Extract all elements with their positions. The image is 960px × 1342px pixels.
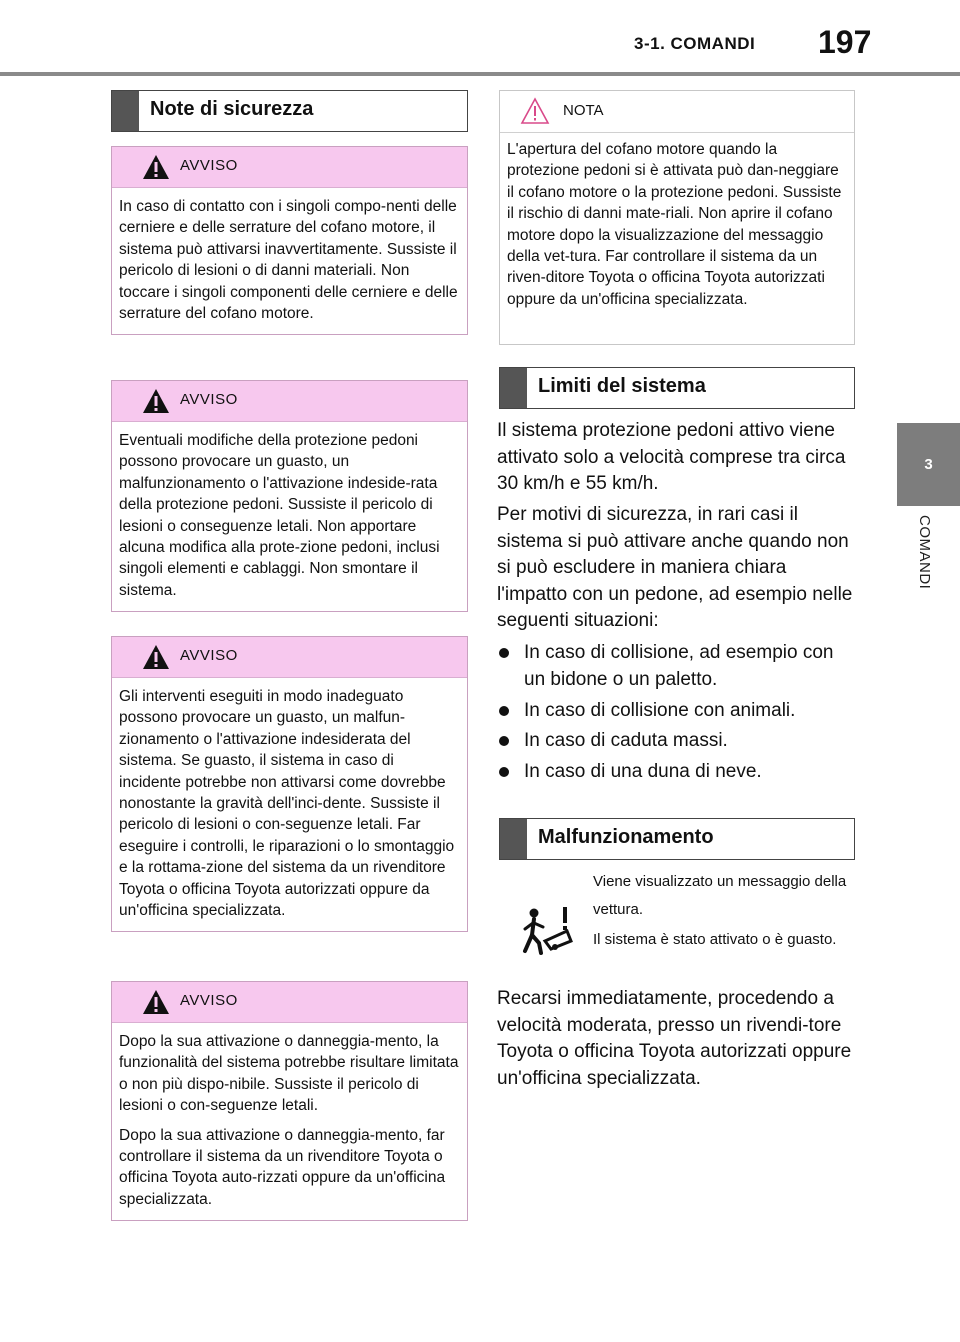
bullet-dot	[499, 648, 509, 658]
nota-text: L'apertura del cofano motore quando la protezione pedoni si è attivata può dan-neggiare il cofano motore o la protezione pedoni. Sussiste il rischio di danni mate-riali. Non aprire il cofano motore dopo la visualizzazione del messaggio della vet-tura. Far controllare il sistema da un riven-ditore Toyota o officina Toyota autorizzati oppure da un'officina specializzata.	[507, 141, 842, 308]
bullet-dot	[499, 736, 509, 746]
list-item-text: In caso di collisione con animali.	[524, 700, 796, 721]
heading-bar	[500, 819, 527, 859]
warning-header	[112, 381, 467, 422]
section-heading-safety	[111, 90, 468, 132]
warning-box	[111, 636, 468, 932]
page-number: 197	[818, 24, 872, 60]
section-header: 3-1. COMANDI	[634, 34, 756, 53]
bullet-dot	[499, 767, 509, 777]
warning-body	[112, 1023, 467, 1220]
pedestrian-protection-icon	[519, 901, 575, 959]
warning-label: AVVISO	[180, 157, 238, 174]
malfunction-message: Il sistema è stato attivato o è guasto.	[593, 931, 837, 948]
chapter-tab: 3	[897, 423, 960, 506]
warning-label: AVVISO	[180, 391, 238, 408]
header-rule	[0, 72, 960, 76]
warning-header	[112, 147, 467, 188]
warning-box	[111, 380, 468, 612]
list-item	[499, 698, 859, 725]
malfunction-message: Viene visualizzato un messaggio della vettura.	[593, 873, 847, 918]
nota-label: NOTA	[563, 102, 604, 119]
warning-body	[112, 188, 467, 334]
warning-triangle-icon	[142, 387, 170, 415]
malfunction-paragraph: Recarsi immediatamente, procedendo a velocità moderata, presso un rivendi-tore Toyota o officina Toyota autorizzati oppure un'officina specializzata.	[497, 988, 852, 1089]
warning-header	[112, 982, 467, 1023]
nota-header	[500, 91, 854, 133]
warning-body	[112, 678, 467, 931]
list-item-text: In caso di una duna di neve.	[524, 761, 762, 782]
limits-paragraph: Il sistema protezione pedoni attivo viene attivato solo a velocità comprese tra circa 30 km/h e 55 km/h.	[497, 420, 846, 495]
list-item	[499, 759, 859, 786]
warning-triangle-icon	[142, 643, 170, 671]
warning-header	[112, 637, 467, 678]
warning-box	[111, 146, 468, 335]
list-item-text: In caso di collisione, ad esempio con un bidone o un paletto.	[524, 642, 834, 690]
warning-label: AVVISO	[180, 992, 238, 1009]
limits-paragraph: Per motivi di sicurezza, in rari casi il sistema si può attivare anche quando non si può escludere in maniera chiara l'impatto con un pedone, ad esempio nelle seguenti situazioni:	[497, 504, 853, 632]
warning-label: AVVISO	[180, 647, 238, 664]
warning-text: In caso di contatto con i singoli compo-nenti delle cerniere e delle serrature del cofano motore, il sistema può attivarsi inavvertitamente. Sussiste il pericolo di lesioni o di danni materiali. Non toccare i singoli componenti delle cerniere e delle serrature del cofano motore.	[119, 198, 458, 323]
list-item-text: In caso di caduta massi.	[524, 730, 728, 751]
section-title: Limiti del sistema	[538, 375, 706, 397]
chapter-label: COMANDI	[916, 515, 933, 590]
list-item	[499, 640, 859, 693]
warning-text: Dopo la sua attivazione o danneggia-mento, la funzionalità del sistema potrebbe risultare limitata o non più dispo-nibile. Sussiste il pericolo di lesioni o con-seguenze letali.	[119, 1033, 459, 1115]
heading-bar	[500, 368, 527, 408]
warning-text: Gli interventi eseguiti in modo inadeguato possono provocare un guasto, un malfun-zionamento o l'attivazione indesiderata del sistema. Se guasto, il sistema in caso di incidente potrebbe non attivarsi come dovrebbe nonostante la gravità dell'inci-dente. Sussiste il pericolo di lesioni o con-seguenze letali. Far eseguire i controlli, le riparazioni o lo smontaggio e la rottama-zione del sistema da un rivenditore Toyota o officina Toyota autorizzati oppure da un'officina specializzata.	[119, 688, 455, 920]
section-title: Malfunzionamento	[538, 826, 714, 848]
caution-triangle-icon	[520, 97, 550, 125]
list-item	[499, 728, 859, 755]
warning-triangle-icon	[142, 153, 170, 181]
bullet-dot	[499, 706, 509, 716]
section-title: Note di sicurezza	[150, 98, 314, 120]
warning-triangle-icon	[142, 988, 170, 1016]
section-heading-limits	[499, 367, 855, 409]
warning-text: Dopo la sua attivazione o danneggia-mento, far controllare il sistema da un rivenditore Toyota o officina Toyota auto-rizzati oppure da un'officina specializzata.	[119, 1126, 446, 1208]
heading-bar	[112, 91, 139, 131]
warning-text: Eventuali modifiche della protezione pedoni possono provocare un guasto, un malfunzionamento o l'attivazione indeside-rata della protezione pedoni. Sussiste il pericolo di lesioni o conseguenze letali. Non apportare alcuna modifica alla prote-zione pedoni, inclusi singoli elementi e cablaggi. Non smontare il sistema.	[119, 432, 440, 599]
nota-box	[499, 90, 855, 345]
warning-body	[112, 422, 467, 611]
section-heading-malfunction	[499, 818, 855, 860]
warning-box	[111, 981, 468, 1221]
